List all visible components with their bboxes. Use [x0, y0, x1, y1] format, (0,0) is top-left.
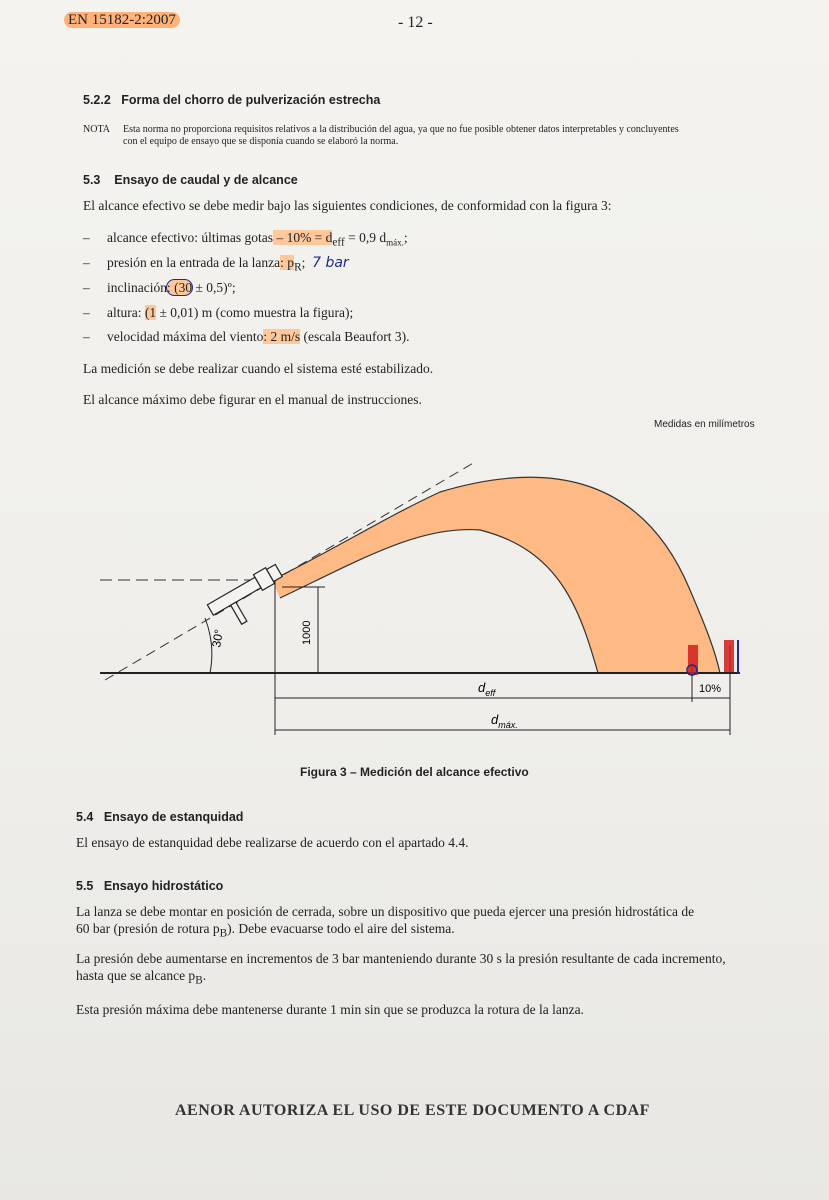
- spray-plume: [272, 477, 720, 673]
- section-5-2-2-heading: 5.2.2 Forma del chorro de pulverización estrecha: [83, 93, 381, 107]
- paragraph: El ensayo de estanquidad debe realizarse de acuerdo con el apartado 4.4.: [76, 835, 469, 850]
- paragraph: El alcance máximo debe figurar en el manual de instrucciones.: [83, 392, 422, 407]
- footer-notice: AENOR AUTORIZA EL USO DE ESTE DOCUMENTO A CDAF: [175, 1102, 650, 1119]
- paragraph: La lanza se debe montar en posición de cerrada, sobre un dispositivo que pueda ejercer una presión hidrostática de 60 bar (presión de rotura $p_B$). Debe evacuarse todo el aire del sistema.: [76, 904, 695, 940]
- ten-percent-label: 10%: [699, 683, 722, 695]
- lance: [206, 563, 293, 635]
- nozzle-axis-dashed: [105, 462, 475, 680]
- paragraph: La medición se debe realizar cuando el sistema esté estabilizado.: [83, 361, 434, 376]
- section-5-3-heading: 5.3 Ensayo de caudal y de alcance: [83, 173, 298, 187]
- condition-item: – velocidad máxima del viento: 2 m/s (escala Beaufort 3).: [83, 329, 410, 344]
- angle-label: 30°: [209, 628, 227, 649]
- handwritten-note: 7 bar: [312, 255, 349, 271]
- condition-item: – altura: (1 ± 0,01) m (como muestra la figura);: [83, 305, 354, 320]
- note-label: NOTA: [83, 124, 110, 135]
- section-5-3-intro: El alcance efectivo se debe medir bajo las siguientes condiciones, de conformidad con la figura 3:: [83, 198, 612, 213]
- figure-3-diagram: [0, 440, 829, 750]
- height-label: 1000: [301, 620, 313, 645]
- dmax-label: $d_{máx.}$: [491, 712, 518, 730]
- section-5-5-heading: 5.5 Ensayo hidrostático: [76, 879, 224, 893]
- deff-label: $d_{eff}$: [478, 680, 496, 698]
- note-text: Esta norma no proporciona requisitos relativos a la distribución del agua, ya que no fue posible obtener datos interpretables y concluyentes con el equipo de ensayo que se disponía cuando se elaboró la norma.: [123, 124, 679, 147]
- condition-item: – inclinación: (30 ± 0,5)º;: [83, 280, 236, 295]
- condition-item: – alcance efectivo: últimas gotas – $10\% = d_{eff} = 0,9$ $d_{máx.}$;: [83, 230, 408, 249]
- standard-id: EN 15182-2:2007: [64, 12, 180, 29]
- figure-caption: Figura 3 – Medición del alcance efectivo: [300, 765, 529, 779]
- section-5-4-heading: 5.4 Ensayo de estanquidad: [76, 810, 244, 824]
- figure-units: Medidas en milímetros: [654, 419, 755, 430]
- red-marker: [724, 640, 734, 672]
- paragraph: La presión debe aumentarse en incrementos de 3 bar manteniendo durante 30 s la presión resultante de cada incremento, hasta que se alcance $p_B$.: [76, 951, 726, 987]
- paragraph: Esta presión máxima debe mantenerse durante 1 min sin que se produzca la rotura de la lanza.: [76, 1002, 584, 1017]
- page-number: - 12 -: [398, 14, 433, 31]
- condition-item: – presión en la entrada de la lanza: $p_R$; 7 bar: [83, 255, 349, 274]
